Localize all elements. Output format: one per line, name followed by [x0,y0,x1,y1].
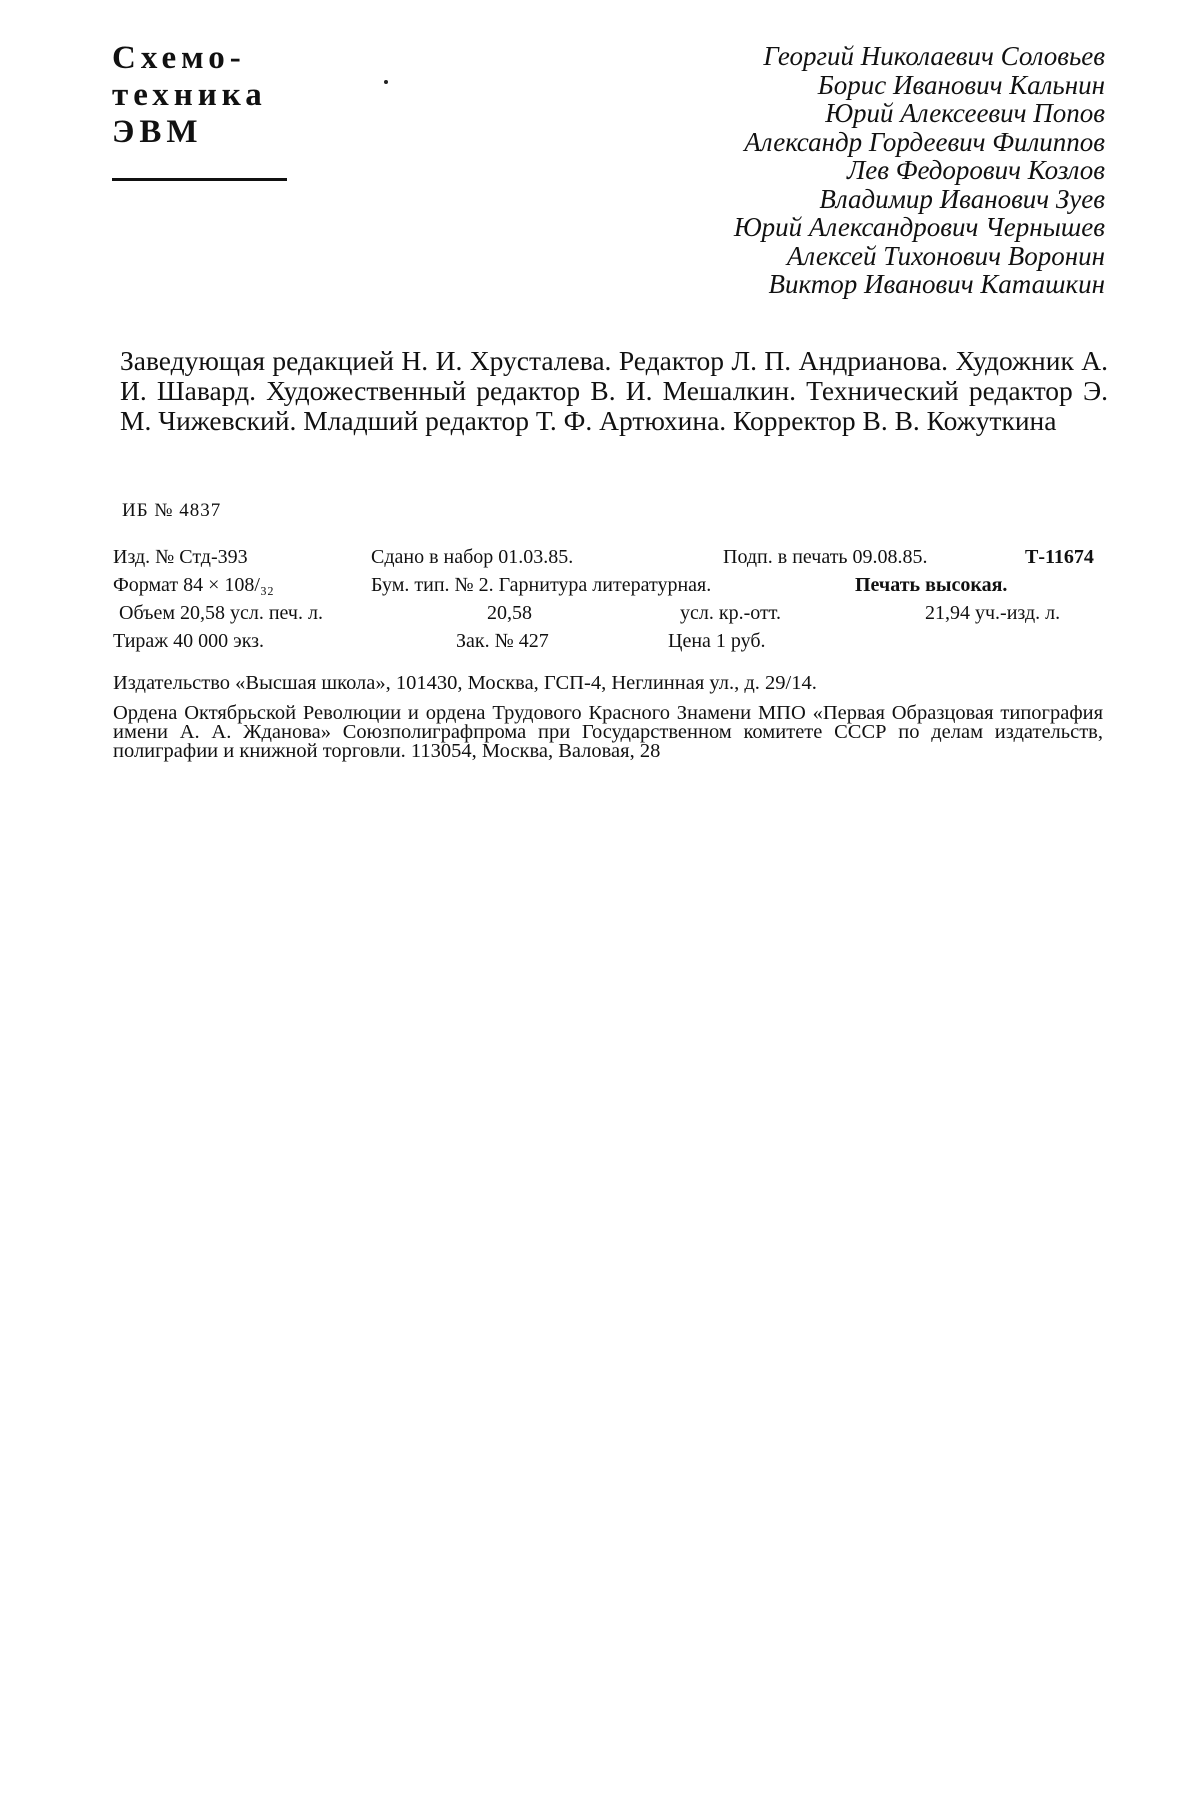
book-title-line-2: техника [112,77,267,113]
book-title-line-3: ЭВМ [112,114,203,150]
print-signed-date: Подп. в печать 09.08.85. [723,546,928,568]
print-speck [384,80,388,84]
publisher-address: Издательство «Высшая школа», 101430, Москва, ГСП-4, Неглинная ул., д. 29/14. [113,672,817,694]
price: Цена 1 руб. [668,630,766,652]
author-name: Лев Федорович Козлов [846,155,1105,185]
paper-and-typeface: Бум. тип. № 2. Гарнитура литературная. [371,574,712,596]
imprint-row [113,602,1113,630]
book-title-line-1: Схемо- [112,40,246,76]
printing-method: Печать высокая. [855,574,1008,596]
author-name: Александр Гордеевич Филиппов [744,126,1105,157]
color-proofs: усл. кр.-отт. [680,602,781,624]
author-name: Виктор Иванович Каташкин [768,269,1105,299]
author-name: Юрий Алексеевич Попов [825,98,1105,128]
author-name: Юрий Александрович Чернышев [733,212,1105,242]
print-volume: Объем 20,58 усл. печ. л. [119,602,323,624]
editorial-staff-paragraph: Заведующая редакцией Н. И. Хрусталева. Редактор Л. П. Андрианова. Художник А. И. Шавард. Художественный редактор В. И. Мешалкин. Технический редактор Э. М. Чижевский. Младший редактор Т. Ф. Артюхина. Корректор В. В. Кожуткина [120,345,1108,436]
page-format: Формат 84 × 108/₃₂ [113,574,274,596]
typeset-date: Сдано в набор 01.03.85. [371,546,574,568]
book-title [112,40,267,151]
publication-sheets: 21,94 уч.-изд. л. [925,602,1061,624]
author-name: Георгий Николаевич Соловьев [763,41,1105,71]
author-name: Алексей Тихонович Воронин [786,240,1105,271]
ib-number: ИБ № 4837 [122,500,222,521]
imprint-row [113,546,1113,574]
authors-list [545,42,1105,299]
title-underline-rule [112,178,287,181]
publication-number: Изд. № Стд-393 [113,546,248,568]
imprint-row [113,630,1113,658]
censor-code: Т-11674 [1025,546,1094,568]
print-volume-value: 20,58 [487,602,532,624]
author-name: Владимир Иванович Зуев [819,183,1105,214]
printing-house-paragraph: Ордена Октябрьской Революции и ордена Трудового Красного Знамени МПО «Первая Образцовая типография имени А. А. Жданова» Союзполиграфпрома при Государственном комитете СССР по делам издательств, полиграфии и книжной торговли. 113054, Москва, Валовая, 28 [113,702,1103,762]
print-run: Тираж 40 000 экз. [113,630,265,652]
imprint-row [113,574,1113,602]
imprint-block [113,546,1113,658]
order-number: Зак. № 427 [456,630,549,652]
author-name: Борис Иванович Кальнин [817,69,1105,100]
